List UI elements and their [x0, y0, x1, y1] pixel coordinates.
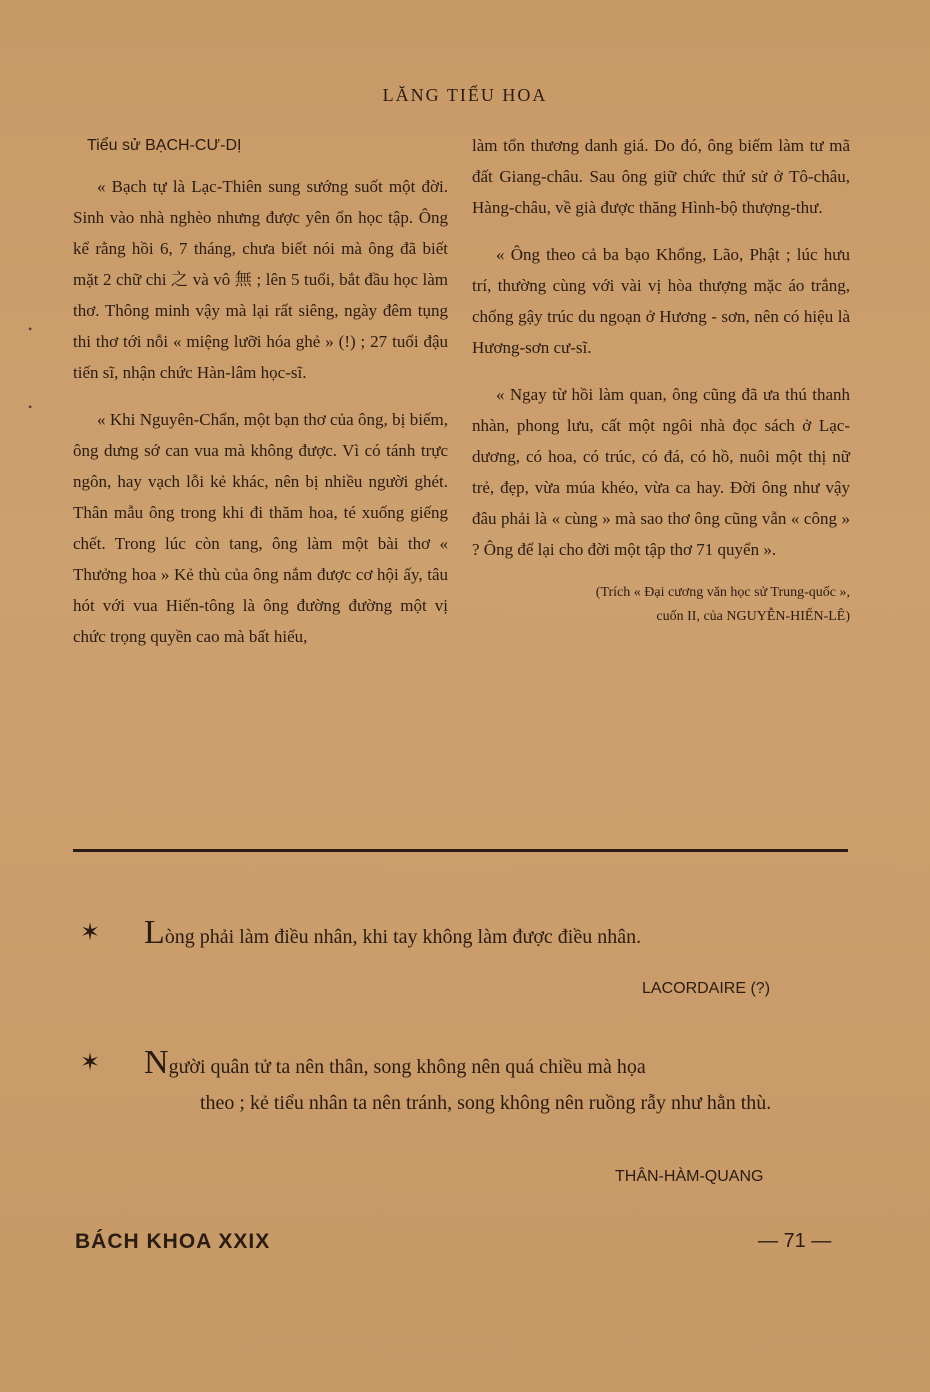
- citation: [472, 581, 850, 629]
- quote-body: gười quân tử ta nên thân, song không nên quá chiều mà họa: [168, 1056, 646, 1078]
- quote-block: [80, 1045, 850, 1121]
- margin-mark: •: [28, 322, 33, 336]
- drop-cap: N: [144, 1044, 169, 1081]
- right-column: [472, 130, 850, 629]
- quote-text: [144, 1045, 850, 1121]
- quote-block: [80, 915, 850, 955]
- margin-mark: •: [28, 400, 33, 414]
- star-icon: ✶: [80, 920, 101, 946]
- section-title: Tiểu sử BẠCH-CƯ-DỊ: [87, 137, 242, 154]
- paragraph: « Khi Nguyên-Chẩn, một bạn thơ của ông, bị biếm, ông dưng sớ can vua mà không được. Vì có tánh trực ngôn, hay vạch lỗi kẻ khác, nên bị nhiều người ghét. Thân mẫu ông trong khi đi thăm hoa, té xuống giếng chết. Trong lúc còn tang, ông làm một bài thơ « Thưởng hoa » Kẻ thù của ông nắm được cơ hội ấy, tâu hót với vua Hiến-tông là ông đường đường một vị chức trọng quyền cao mà bất hiếu,: [73, 410, 448, 646]
- horizontal-divider: [73, 849, 848, 852]
- quote-body: òng phải làm điều nhân, khi tay không làm được điều nhân.: [164, 926, 642, 948]
- quote-author: LACORDAIRE (?): [642, 980, 771, 997]
- page-number: — 71 —: [758, 1230, 832, 1252]
- citation-line: cuốn II, của NGUYỄN-HIẾN-LÊ): [656, 609, 850, 624]
- quote-author: THÂN-HÀM-QUANG: [615, 1168, 764, 1185]
- paragraph: « Bạch tự là Lạc-Thiên sung sướng suốt một đời. Sinh vào nhà nghèo nhưng được yên ổn học tập. Ông kể rằng hồi 6, 7 tháng, chưa biết nói mà ông đã biết mặt 2 chữ chi 之 và vô 無 ; lên 5 tuổi, bắt đầu học làm thơ. Thông minh vậy mà lại rất siêng, ngày đêm tụng thi thơ tới nỗi « miệng lưỡi hóa ghẻ » (!) ; 27 tuổi đậu tiến sĩ, nhận chức Hàn-lâm học-sĩ.: [73, 177, 448, 382]
- page-header: LĂNG TIỂU HOA: [382, 85, 548, 105]
- left-column: [73, 130, 448, 668]
- citation-line: (Trích « Đại cương văn học sử Trung-quốc »,: [595, 585, 850, 600]
- star-icon: ✶: [80, 1050, 101, 1076]
- drop-cap: L: [144, 914, 165, 951]
- quote-text: [144, 915, 850, 955]
- magazine-name: BÁCH KHOA XXIX: [75, 1230, 271, 1253]
- quote-continuation: theo ; kẻ tiểu nhân ta nên tránh, song không nên ruồng rẫy như hằn thù.: [200, 1092, 772, 1114]
- paragraph: « Ngay từ hồi làm quan, ông cũng đã ưa thú thanh nhàn, phong lưu, cất một ngôi nhà đọc sách ở Lạc-dương, có hoa, có trúc, có đá, có hồ, nuôi một thị nữ trẻ, đẹp, vừa múa khéo, vừa ca hay. Đời ông như vậy đâu phải là « cùng » mà sao thơ ông cũng vẫn « công » ? Ông để lại cho đời một tập thơ 71 quyển ».: [472, 385, 850, 559]
- paragraph: « Ông theo cả ba bạo Khổng, Lão, Phật ; lúc hưu trí, thường cùng với vài vị hòa thượng mặc áo trắng, chống gậy trúc du ngoạn ở Hương - sơn, nên có hiệu là Hương-sơn cư-sĩ.: [472, 245, 850, 357]
- paragraph: làm tổn thương danh giá. Do đó, ông biếm làm tư mã đất Giang-châu. Sau ông giữ chức thứ sử ở Tô-châu, Hàng-châu, về già được thăng Hình-bộ thượng-thư.: [472, 136, 850, 217]
